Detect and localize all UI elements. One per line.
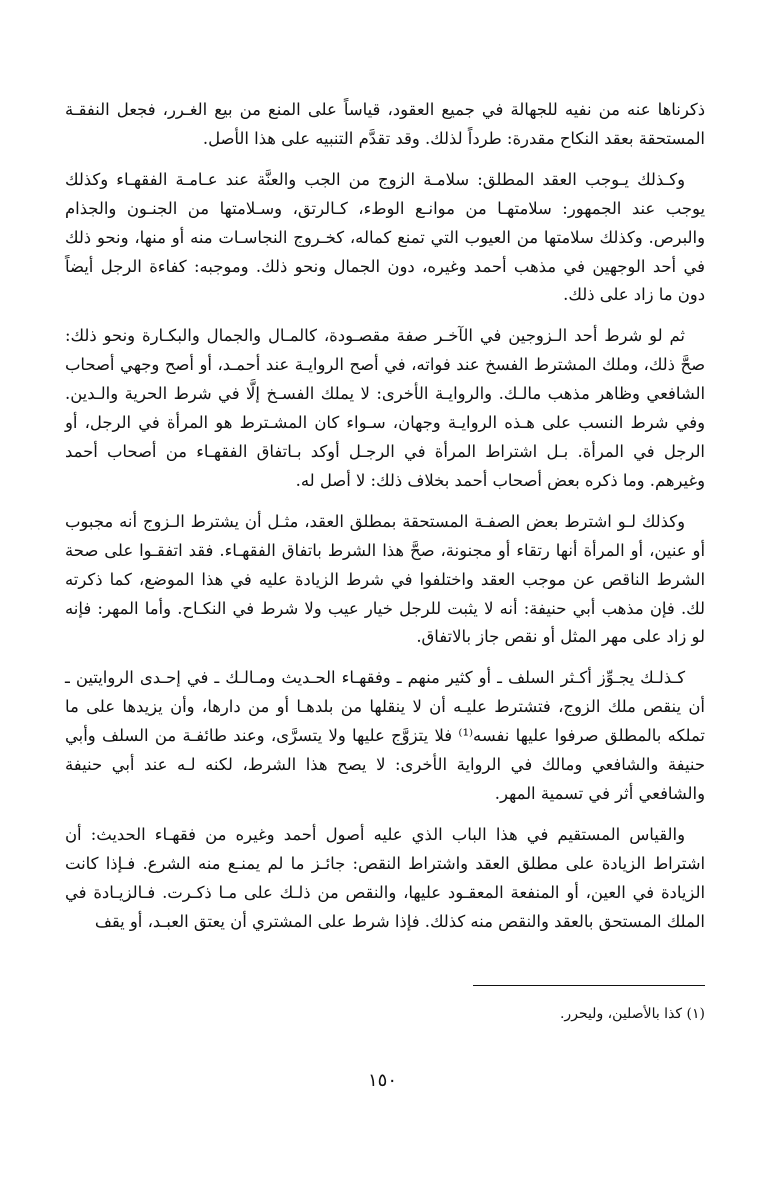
paragraph-2: وكـذلك يـوجب العقد المطلق: سلامـة الزوج من الجب والعنَّة عند عـامـة الفقهـاء وكذلك يوجب عند الجمهور: سلامتهـا من موانـع الوطء، كـالرتق، وسـلامتها من الجنـون والجذام والبرص. وكذلك سلامتها من العيوب التي تمنع كماله، كخـروج النجاسـات منه أو منها، ونحو ذلك في أحد الوجهين في مذهب أحمد وغيره، دون الجمال ونحو ذلك. وموجبه: كفاءة الرجل أيضاً دون ما زاد على ذلك. [65,169,705,305]
paragraph-5: كـذلـك يجـوِّز أكـثر السلف ـ أو كثير منهم ـ وفقهـاء الحـديث ومـالـك ـ في إحـدى الروايتين ـ أن ينقص ملك الزوج، فتشترط عليـه أن لا ينقلها من بلدهـا أو من دارها، وأن يزيدها على ما تملكه بالمطلق صرفوا عليها نفسه⁽¹⁾ فلا يتزوَّج عليها ولا يتسرَّى، وعند طائفـة من السلف وأبي حنيفة والشافعي ومالك في الرواية الأخرى: لا يصح هذا الشرط، لكنه لـه عند أبي حنيفة والشافعي أثر في تسمية المهر. [65,668,705,803]
paragraph-4: وكذلك لـو اشترط بعض الصفـة المستحقة بمطلق العقد، مثـل أن يشترط الـزوج أنه مجبوب أو عنين، أو المرأة أنها رتقاء أو مجنونة، صحَّ هذا الشرط باتفاق الفقهـاء. فقد اتفقـوا على صحة الشرط الناقص عن موجب العقد واختلفوا في شرط الزيادة عليه في هذا الموضع، كما ذكرته لك. فإن مذهب أبي حنيفة: أنه لا يثبت للرجل خيار عيب ولا شرط في النكـاح. وأما المهر: فإنه لو زاد على مهر المثل أو نقص جاز بالاتفاق. [65,511,705,647]
footnote-divider [473,985,705,986]
paragraph-3: ثم لو شرط أحد الـزوجين في الآخـر صفة مقصـودة، كالمـال والجمال والبكـارة ونحو ذلك: صحَّ ذلك، وملك المشترط الفسخ عند فواته، في أصح الروايـة عند أحمـد، أو أصح وجهي أصحاب الشافعي وظاهر مذهب مالـك. والروايـة الأخرى: لا يملك الفسـخ إلَّا في شرط الحرية والـدين. وفي شرط النسب على هـذه الروايـة وجهان، سـواء كان المشـترط هو المرأة في الرجل، أو الرجل في المرأة. بـل اشتراط المرأة في الرجـل أوكد بـاتفاق الفقهـاء من أصحاب أحمد وغيرهم. وما ذكره بعض أصحاب أحمد بخلاف ذلك: لا أصل له. [65,326,705,490]
paragraph-1: ذكرناها عنه من نفيه للجهالة في جميع العقود، قياساً على المنع من بيع الغـرر، فجعل النفقـة المستحقة بعقد النكاح مقدرة: طرداً لذلك. وقد تقدَّم التنبيه على هذا الأصل. [65,100,705,148]
page-number: ١٥٠ [367,1070,397,1091]
footnote: (١) كذا بالأصلين، وليحرر. [559,1006,705,1022]
paragraph-6: والقياس المستقيم في هذا الباب الذي عليه أصول أحمد وغيره من فقهـاء الحديث: أن اشتراط الزيادة على مطلق العقد واشتراط النقص: جائـز ما لم يمنـع منه الشرع. فـإذا كانت الزيادة في العين، أو المنفعة المعقـود عليها، والنقص من ذلـك على مـا ذكـرت. فـالزيـادة في الملك المستحق بالعقد والنقص منه كذلك. فإذا شرط على المشتري أن يعتق العبـد، أو يقف [65,824,705,931]
body-text [65,96,705,948]
